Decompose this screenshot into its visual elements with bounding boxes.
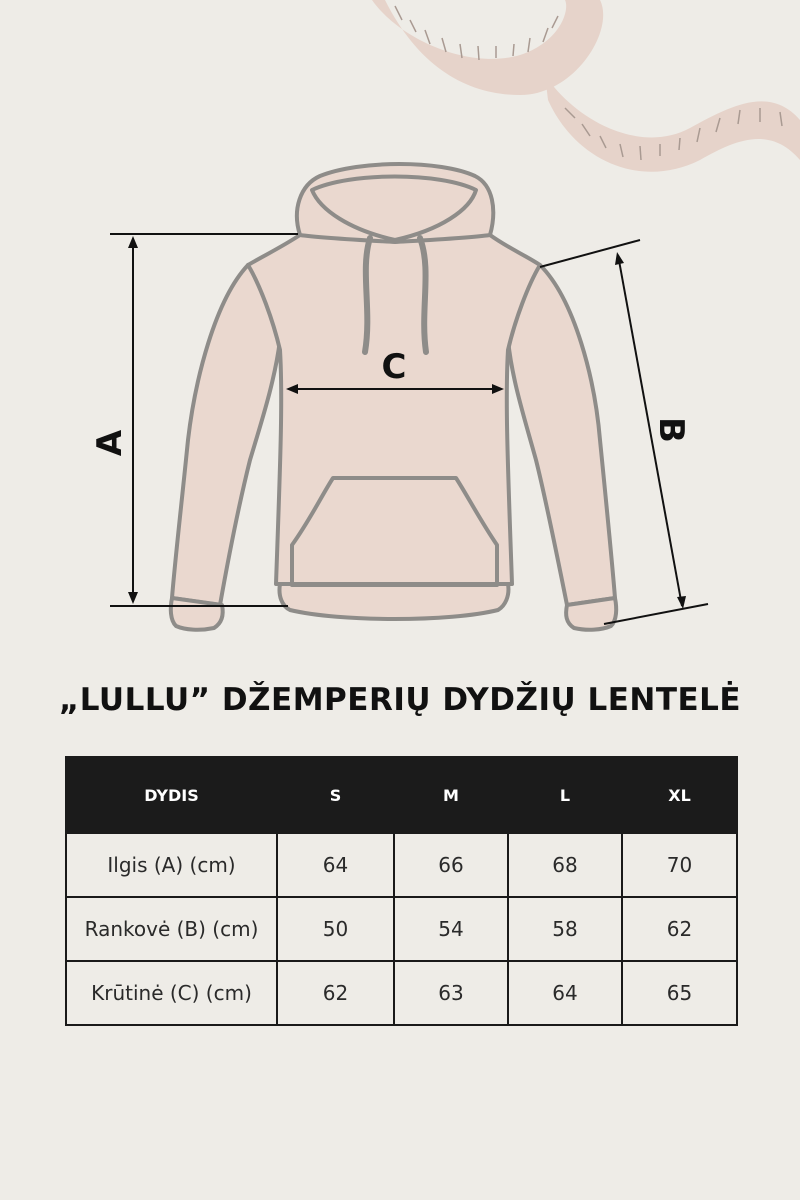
table-row — [66, 897, 737, 961]
table-cell: 62 — [622, 897, 737, 961]
table-cell: 68 — [508, 833, 622, 897]
dimension-c-label: C — [381, 347, 407, 387]
row-label-sleeve: Rankovė (B) (cm) — [66, 897, 277, 961]
dimension-b-label: B — [651, 417, 691, 443]
table-cell: 62 — [277, 961, 394, 1025]
table-row — [66, 961, 737, 1025]
row-label-length: Ilgis (A) (cm) — [66, 833, 277, 897]
header-size-m: M — [394, 757, 508, 833]
header-dydis: DYDIS — [66, 757, 277, 833]
header-size-l: L — [508, 757, 622, 833]
table-cell: 70 — [622, 833, 737, 897]
measuring-tape-decoration — [372, 0, 800, 172]
table-cell: 64 — [277, 833, 394, 897]
header-size-s: S — [277, 757, 394, 833]
table-cell: 63 — [394, 961, 508, 1025]
size-table — [65, 756, 738, 1026]
dimension-a-label: A — [90, 429, 130, 457]
table-cell: 50 — [277, 897, 394, 961]
table-cell: 66 — [394, 833, 508, 897]
header-size-xl: XL — [622, 757, 737, 833]
size-chart-title: „LULLU” DŽEMPERIŲ DYDŽIŲ LENTELĖ — [58, 682, 742, 718]
table-cell: 65 — [622, 961, 737, 1025]
table-row — [66, 833, 737, 897]
table-cell: 64 — [508, 961, 622, 1025]
row-label-chest: Krūtinė (C) (cm) — [66, 961, 277, 1025]
table-header-row — [66, 757, 737, 833]
table-cell: 58 — [508, 897, 622, 961]
table-cell: 54 — [394, 897, 508, 961]
